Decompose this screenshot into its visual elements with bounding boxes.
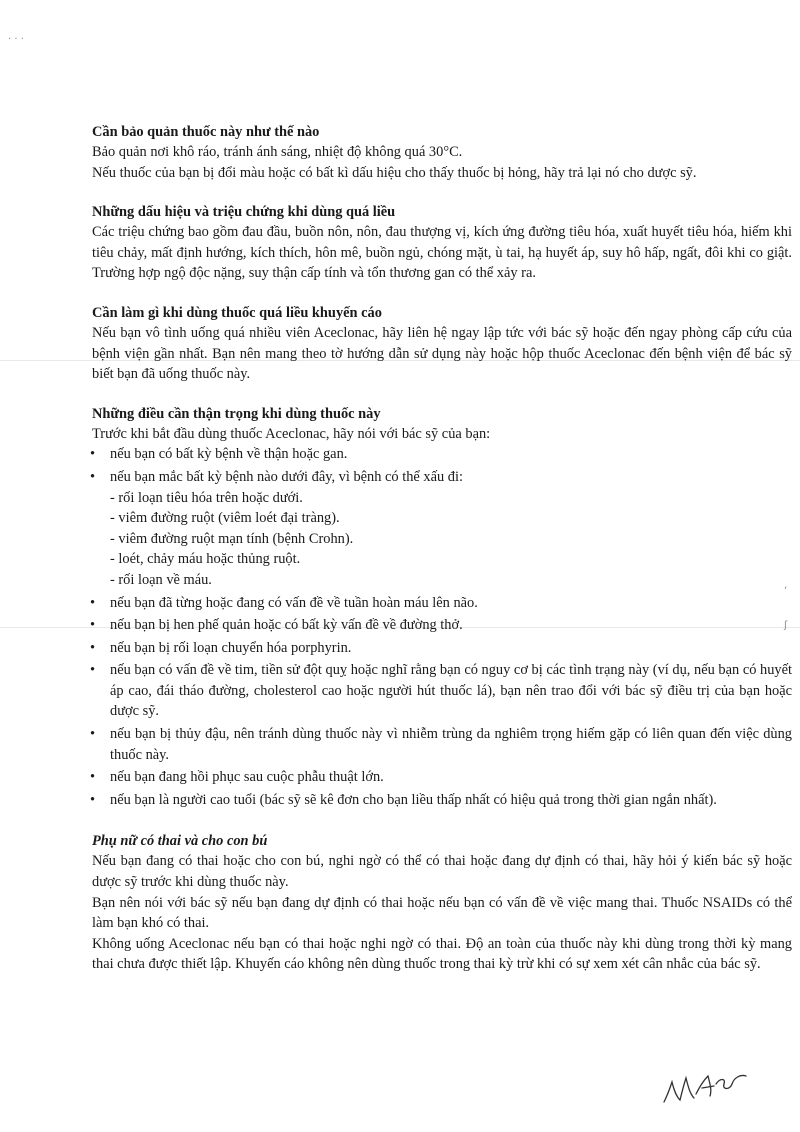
sub-list-item: - rối loạn về máu.	[110, 571, 212, 588]
pregnancy-section	[92, 831, 792, 975]
list-item	[92, 660, 792, 722]
list-item	[92, 615, 792, 636]
list-item	[92, 444, 792, 465]
list-item-text: nếu bạn đang hồi phục sau cuộc phẫu thuật lớn.	[110, 769, 384, 786]
paragraph: Bạn nên nói với bác sỹ nếu bạn đang dự định có thai hoặc nếu bạn có vấn đề về việc mang thai. Thuốc NSAIDs có thể làm bạn khó có thai.	[92, 894, 792, 932]
paragraph: Nếu thuốc của bạn bị đổi màu hoặc có bất kì dấu hiệu cho thấy thuốc bị hỏng, hãy trả lại nó cho dược sỹ.	[92, 164, 697, 181]
section-heading: Những dấu hiệu và triệu chứng khi dùng quá liều	[92, 204, 396, 221]
section-heading: Cần bảo quản thuốc này như thế nào	[92, 124, 320, 140]
precautions-section	[92, 404, 792, 811]
list-item	[92, 593, 792, 614]
section-heading: Những điều cần thận trọng khi dùng thuốc này	[92, 405, 381, 422]
precaution-list	[92, 444, 792, 810]
overdose-action-section	[92, 303, 792, 385]
list-item	[92, 467, 792, 591]
sub-list-item: - viêm đường ruột (viêm loét đại tràng).	[110, 510, 340, 527]
paragraph: Các triệu chứng bao gồm đau đầu, buồn nôn, nôn, đau thượng vị, kích ứng đường tiêu hóa, xuất huyết tiêu hóa, hiếm khi tiêu chảy, mất định hướng, kích thích, hôn mê, buồn ngủ, chóng mặt, ù tai, hạ huyết áp, suy hô hấp, ngất, đôi khi co giật. Trường hợp ngộ độc nặng, suy thận cấp tính và tổn thương gan có thể xảy ra.	[92, 224, 792, 282]
document-page	[92, 122, 792, 975]
paragraph: Trước khi bắt đầu dùng thuốc Aceclonac, hãy nói với bác sỹ của bạn:	[92, 425, 491, 442]
list-item-text: nếu bạn có bất kỳ bệnh về thận hoặc gan.	[110, 446, 348, 463]
list-item-text: nếu bạn mắc bất kỳ bệnh nào dưới đây, vì bệnh có thể xấu đi:	[110, 468, 463, 485]
list-item-text: nếu bạn có vấn đề về tim, tiền sử đột quỵ hoặc nghĩ rằng bạn có nguy cơ bị các tình trạng này (ví dụ, nếu bạn có huyết áp cao, đái tháo đường, cholesterol cao hoặc người hút thuốc lá), bạn nên trao đổi với bác sỹ điều trị của bạn hoặc dược sỹ.	[110, 662, 792, 720]
scan-speck: · · ·	[8, 34, 24, 45]
list-item-text: nếu bạn bị rối loạn chuyển hóa porphyrin.	[110, 639, 352, 656]
sub-list	[110, 488, 792, 591]
list-item	[92, 767, 792, 788]
overdose-symptoms-section	[92, 202, 792, 284]
list-item-text: nếu bạn là người cao tuổi (bác sỹ sẽ kê đơn cho bạn liều thấp nhất có hiệu quả trong thời gian ngắn nhất).	[110, 791, 717, 808]
handwritten-signature-icon	[660, 1064, 750, 1119]
sub-list-item: - rối loạn tiêu hóa trên hoặc dưới.	[110, 489, 303, 506]
scan-speck: ʃ	[784, 620, 788, 631]
scan-speck: ,	[784, 580, 788, 591]
sub-list-item: - viêm đường ruột mạn tính (bệnh Crohn).	[110, 530, 354, 547]
storage-section	[92, 122, 792, 183]
list-item	[92, 790, 792, 811]
paragraph: Không uống Aceclonac nếu bạn có thai hoặc nghi ngờ có thai. Độ an toàn của thuốc này khi dùng trong thời kỳ mang thai chưa được thiết lập. Khuyến cáo không nên dùng thuốc trong thai kỳ trừ khi có sự xem xét cân nhắc của bác sỹ.	[92, 935, 792, 973]
paragraph: Nếu bạn vô tình uống quá nhiều viên Aceclonac, hãy liên hệ ngay lập tức với bác sỹ hoặc đến ngay phòng cấp cứu của bệnh viện gần nhất. Bạn nên mang theo tờ hướng dẫn sử dụng này hoặc hộp thuốc Aceclonac đến bệnh viện để bác sỹ biết bạn đã uống thuốc này.	[92, 324, 792, 383]
paragraph: Nếu bạn đang có thai hoặc cho con bú, nghi ngờ có thể có thai hoặc đang dự định có thai, hãy hỏi ý kiến bác sỹ hoặc dược sỹ trước khi dùng thuốc này.	[92, 853, 792, 891]
list-item-text: nếu bạn đã từng hoặc đang có vấn đề về tuần hoàn máu lên não.	[110, 594, 478, 611]
list-item-text: nếu bạn bị thủy đậu, nên tránh dùng thuốc này vì nhiễm trùng da nghiêm trọng hiếm gặp có liên quan đến việc dùng thuốc này.	[110, 726, 792, 763]
list-item-text: nếu bạn bị hen phế quản hoặc có bất kỳ vấn đề về đường thở.	[110, 617, 463, 634]
list-item	[92, 724, 792, 765]
section-heading: Cần làm gì khi dùng thuốc quá liều khuyến cáo	[92, 304, 382, 321]
list-item	[92, 638, 792, 659]
section-heading: Phụ nữ có thai và cho con bú	[92, 833, 268, 850]
paragraph: Bảo quản nơi khô ráo, tránh ánh sáng, nhiệt độ không quá 30°C.	[92, 144, 463, 160]
sub-list-item: - loét, chảy máu hoặc thủng ruột.	[110, 551, 301, 568]
